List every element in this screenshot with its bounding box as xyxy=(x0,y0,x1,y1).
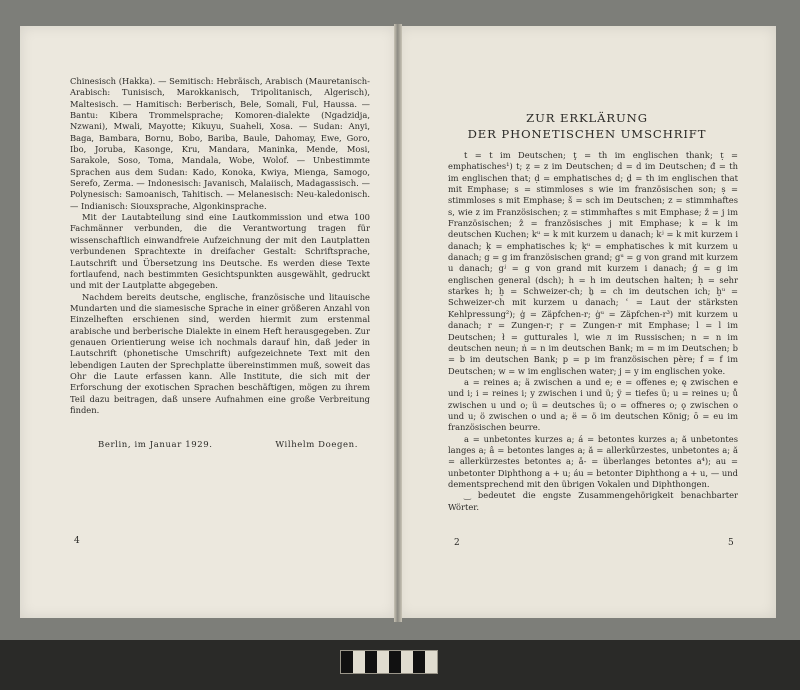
right-page-text xyxy=(448,150,738,513)
ruler-segment xyxy=(365,651,377,673)
left-paragraph-commission: Mit der Lautabteilung sind eine Lautkommission und etwa 100 Fachmänner verbunden, die die Verantwortung tragen für wissenschaftlich einwandfreie Aufzeichnung der mit den Lautplatten verbundenen Sprachtexte in dreifacher Gestalt: Schriftsprache, Lautschrift und Übersetzung ins Deutsche. Es werden diese Texte fortlaufend, nach bestimmten Gesichtspunkten ausgewählt, gedruckt und mit der Lautplatte abgegeben. xyxy=(70,212,370,291)
right-paragraph-accents: a = unbetontes kurzes a; á = betontes kurzes a; ă unbetontes langes a; â = betontes langes a; ă = allerkürzestes, unbetontes a; ă = allerkürzestes betontes a; ǎ- = überlanges betontes a⁴); au = unbetonter Diphthong a + u; áu = betonter Diphthong a + u, — und dementsprechend mit den übrigen Vokalen und Diphthongen. xyxy=(448,433,738,489)
ruler-segment xyxy=(389,651,401,673)
right-page-title xyxy=(398,110,776,142)
signature-name: Wilhelm Doegen. xyxy=(275,440,358,450)
right-paragraph-ligature: ‿ bedeutet die engste Zusammengehörigkeit benachbarter Wörter. xyxy=(448,490,738,512)
left-page-text xyxy=(70,76,370,416)
ruler-segment xyxy=(341,651,353,673)
scale-ruler xyxy=(340,650,438,674)
right-page-number-inner: 2 xyxy=(454,538,460,548)
left-page-number: 4 xyxy=(74,536,80,546)
signature-place-date: Berlin, im Januar 1929. xyxy=(98,440,213,450)
right-paragraph-consonants: t = t im Deutschen; ţ = th im englischen thank; ṭ = emphatisches¹) t; ẓ = z im Deutschen; d = d im Deutschen; đ = th im englischen that; ḍ = emphatisches d; ḏ = th im englischen that mit Emphase; s = stimmloses s wie im französischen son; ṣ = stimmloses s mit Emphase; š = sch im Deutschen; z = stimmhaftes s, wie z im Französischen; ẓ = stimmhaftes s mit Emphase; ž = j im Französischen; ẑ = französisches j mit Emphase; k = k im deutschen Kuchen; kᵘ = k mit kurzem u danach; kʲ = k mit kurzem i danach; ḳ = emphatisches k; ḳᵘ = emphatisches k mit kurzem u danach; g = g im französischen grand; gᵘ = g von grand mit kurzem u danach; gʲ = g von grand mit kurzem i danach; ǵ = g im englischen general (dsch); h = h im deutschen halten; ḥ = sehr starkes h; ḫ = Schweizer-ch; ẖ = ch im deutschen ich; ḫᵘ = Schweizer-ch mit kurzem u danach; ʿ = Laut der stärksten Kehlpressung²); ġ = Zäpfchen-r; ġᵘ = Zäpfchen-r³) mit kurzem u danach; r = Zungen-r; ṛ = Zungen-r mit Emphase; l = l im Deutschen; ł = gutturales l, wie л im Russischen; n = n im deutschen neun; ṅ = n im deutschen Bank; m = m im Deutschen; b = b im deutschen Bank; p = p im französischen père; f = f im Deutschen; w = w im englischen water; j = y im englischen yoke. xyxy=(448,150,738,376)
ruler-segment xyxy=(413,651,425,673)
right-page-number-outer: 5 xyxy=(728,538,734,548)
right-paragraph-vowels: a = reines a; ä zwischen a und e; e = offenes e; ę zwischen e und i; i = reines i; y zwischen i und ü; ÿ = tiefes ü; u = reines u; ů zwischen u und o; ü = deutsches ü; o = offneres o; ǫ zwischen o und u; ö zwischen o und a; ë = ö im deutschen König; ō = eu im französischen beurre. xyxy=(448,376,738,433)
signature-line xyxy=(98,440,358,450)
left-paragraph-publication: Nachdem bereits deutsche, englische, französische und litauische Mundarten und die siamesische Sprache in einer größeren Anzahl von Einzelheften erschienen sind, werden hiermit zum erstenmal arabische und berberische Dialekte in einem Heft herausgegeben. Zur genauen Orientierung weise ich nochmals darauf hin, daß jeder in Lautschrift (phonetische Umschrift) aufgezeichnete Text mit den lebendigen Lauten der Sprechplatte übereinstimmen muß, soweit das Ohr die Laute erfassen kann. Alle Institute, die sich mit der Erforschung der exotischen Sprachen beschäftigen, mögen zu ihrem Teil dazu beitragen, daß unsere Aufnahmen eine große Verbreitung finden. xyxy=(70,291,370,415)
left-paragraph-languages: Chinesisch (Hakka). — Semitisch: Hebräisch, Arabisch (Mauretanisch-Arabisch: Tunisisch, Marokkanisch, Tripolitanisch, Algerisch), Maltesisch. — Hamitisch: Berberisch, Bele, Somali, Ful, Haussa. — Bantu: Kibera Trommelsprache; Komoren-dialekte (Ngadzidja, Nzwani), Mwali, Mayotte; Kikuyu, Suaheli, Xosa. — Sudan: Anyi, Baga, Bambara, Bornu, Bobo, Bariba, Baule, Dahomay, Ewe, Goro, Ibo, Joruba, Kasonge, Kru, Mandara, Maninka, Mende, Mosi, Sarakole, Soso, Toma, Mandala, Wobe, Wolof. — Unbestimmte Sprachen aus dem Sudan: Kado, Konoka, Kwiya, Mienga, Samogo, Serefo, Zerma. — Indonesisch: Javanisch, Malaiisch, Madagassisch. — Polynesisch: Samoanisch, Tahitisch. — Melanesisch: Neu-kaledonisch. — Indianisch: Siouxsprache, Algonkinsprache. xyxy=(70,76,370,211)
title-line-1: ZUR ERKLÄRUNG xyxy=(526,111,648,125)
title-line-2: DER PHONETISCHEN UMSCHRIFT xyxy=(467,127,707,141)
